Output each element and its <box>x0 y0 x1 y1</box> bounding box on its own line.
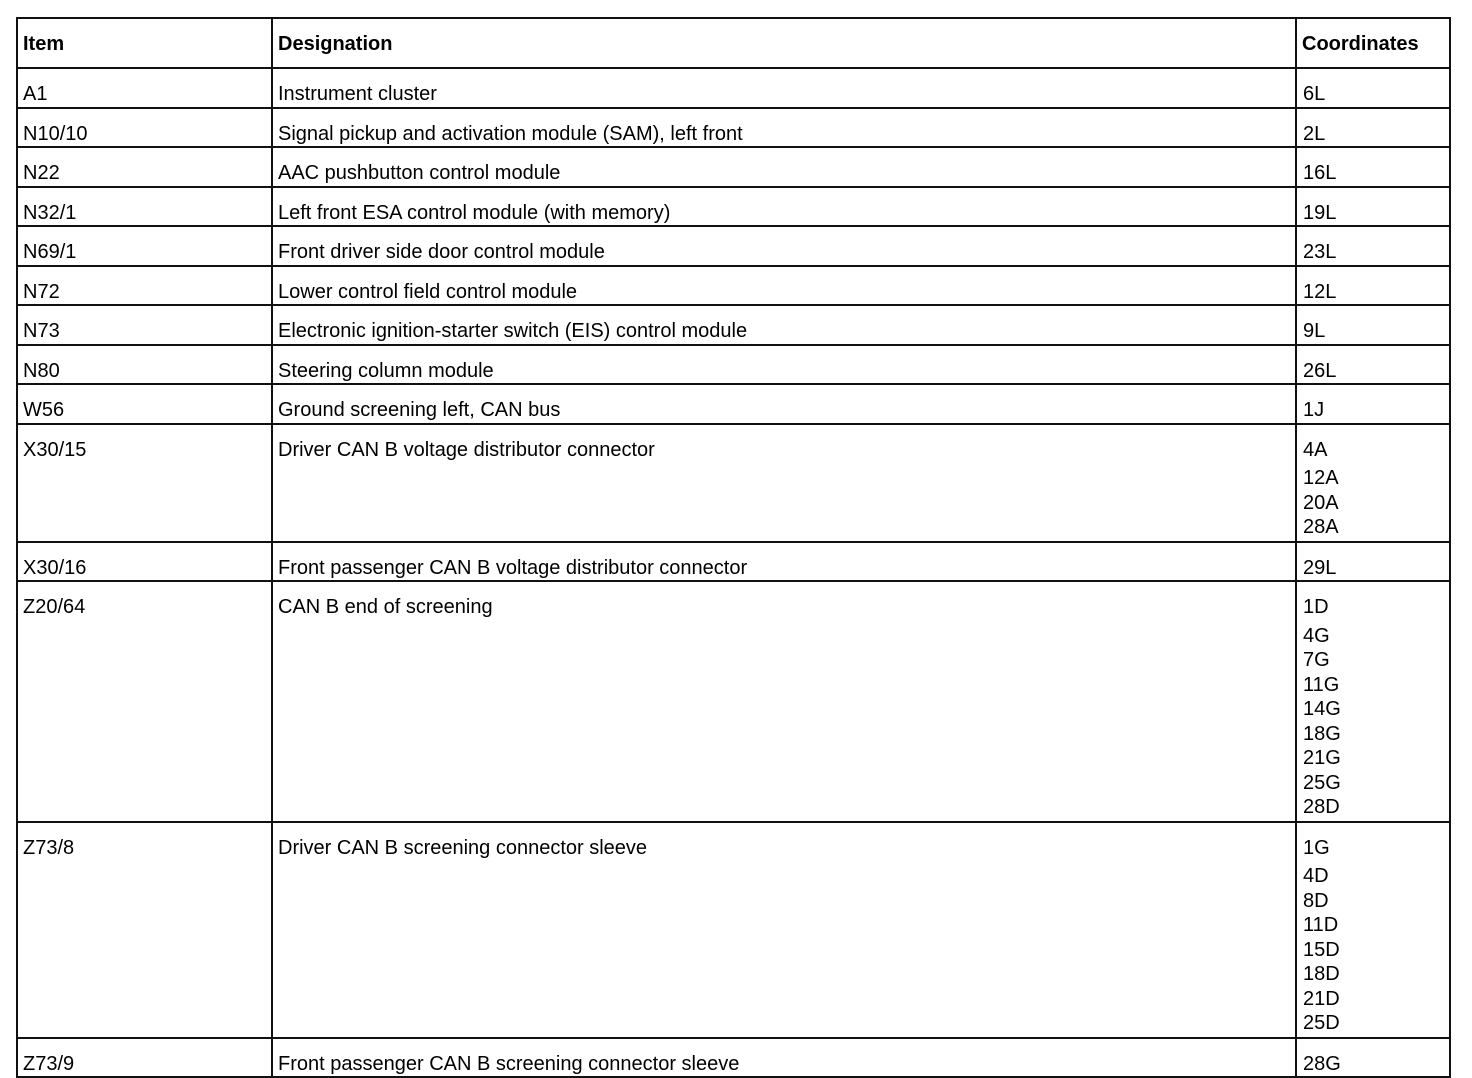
coordinate-value: 2L <box>1303 122 1326 145</box>
designation-text: Lower control field control module <box>278 280 578 303</box>
coordinates-cell <box>1296 384 1450 424</box>
coordinate-value: 1J <box>1303 399 1325 421</box>
coordinate-value: 4D <box>1303 865 1329 887</box>
designation-cell <box>272 266 1296 306</box>
coordinate-value: 4A <box>1303 438 1328 461</box>
designation-cell <box>272 822 1296 1038</box>
designation-text: Steering column module <box>278 359 494 382</box>
item-code: N10/10 <box>23 122 88 145</box>
coordinate-value: 12A <box>1303 467 1339 489</box>
table-row <box>17 266 1450 306</box>
coordinate-value: 21D <box>1303 987 1340 1010</box>
coordinates-cell <box>1296 345 1450 385</box>
table-row <box>17 345 1450 385</box>
coordinate-value: 11G <box>1303 673 1340 696</box>
table-header-row <box>17 18 1450 68</box>
item-code: Z20/64 <box>23 596 86 618</box>
coordinate-value: 12L <box>1303 280 1337 303</box>
designation-cell <box>272 108 1296 148</box>
coordinate-value: 21G <box>1303 747 1341 769</box>
designation-text: Front passenger CAN B screening connector sleeve <box>278 1052 740 1075</box>
item-cell <box>17 305 272 345</box>
coordinates-cell <box>1296 1038 1450 1078</box>
designation-cell <box>272 187 1296 227</box>
coordinate-value: 15D <box>1303 938 1340 961</box>
item-cell <box>17 822 272 1038</box>
designation-cell <box>272 542 1296 582</box>
designation-cell <box>272 424 1296 542</box>
table-row <box>17 424 1450 542</box>
item-code: N69/1 <box>23 241 77 263</box>
item-code: A1 <box>23 83 48 105</box>
coordinate-value: 18D <box>1303 963 1340 985</box>
designation-cell <box>272 226 1296 266</box>
designation-text: Driver CAN B voltage distributor connector <box>278 438 655 461</box>
designation-cell <box>272 147 1296 187</box>
coordinates-cell <box>1296 108 1450 148</box>
designation-cell <box>272 305 1296 345</box>
item-cell <box>17 147 272 187</box>
coordinates-cell <box>1296 581 1450 822</box>
coordinate-value: 25D <box>1303 1012 1340 1034</box>
coordinate-value: 16L <box>1303 162 1337 184</box>
coordinates-cell <box>1296 226 1450 266</box>
coordinates-cell <box>1296 305 1450 345</box>
coordinates-cell <box>1296 822 1450 1038</box>
designation-text: Electronic ignition-starter switch (EIS) control module <box>278 320 748 342</box>
designation-cell <box>272 1038 1296 1078</box>
coordinates-cell <box>1296 542 1450 582</box>
coordinates-cell <box>1296 266 1450 306</box>
designation-text: Signal pickup and activation module (SAM), left front <box>278 122 743 145</box>
item-code: N80 <box>23 359 60 382</box>
item-cell <box>17 542 272 582</box>
table-row <box>17 68 1450 108</box>
coordinates-cell <box>1296 68 1450 108</box>
table-row <box>17 305 1450 345</box>
coordinates-cell <box>1296 424 1450 542</box>
coordinate-value: 8D <box>1303 889 1329 912</box>
table-row <box>17 384 1450 424</box>
table-row <box>17 147 1450 187</box>
coordinate-value: 19L <box>1303 201 1337 224</box>
coordinate-value: 28G <box>1303 1052 1341 1075</box>
header-designation: Designation <box>272 18 1296 68</box>
item-cell <box>17 108 272 148</box>
item-cell <box>17 68 272 108</box>
designation-text: Left front ESA control module (with memory) <box>278 201 671 224</box>
coordinate-value: 23L <box>1303 241 1337 263</box>
table-row <box>17 822 1450 1038</box>
coordinate-value: 20A <box>1303 491 1339 514</box>
item-cell <box>17 345 272 385</box>
designation-text: Front driver side door control module <box>278 241 605 263</box>
item-cell <box>17 581 272 822</box>
coordinates-cell <box>1296 147 1450 187</box>
item-code: X30/16 <box>23 556 87 579</box>
designation-cell <box>272 581 1296 822</box>
coordinate-value: 18G <box>1303 722 1341 745</box>
designation-text: CAN B end of screening <box>278 596 493 618</box>
item-cell <box>17 384 272 424</box>
designation-cell <box>272 68 1296 108</box>
item-cell <box>17 1038 272 1078</box>
item-code: W56 <box>23 399 65 421</box>
coordinate-value: 28D <box>1303 796 1340 818</box>
coordinate-value: 26L <box>1303 359 1337 382</box>
designation-text: Instrument cluster <box>278 83 437 105</box>
coordinate-value: 14G <box>1303 698 1341 720</box>
coordinate-value: 11D <box>1303 914 1339 936</box>
header-item: Item <box>17 18 272 68</box>
item-code: Z73/9 <box>23 1052 75 1075</box>
coordinate-value: 4G <box>1303 624 1330 647</box>
coordinate-value: 1G <box>1303 836 1330 859</box>
coordinate-value: 25G <box>1303 771 1341 794</box>
header-coordinates: Coordinates <box>1296 18 1450 68</box>
item-code: N22 <box>23 162 60 184</box>
designation-cell <box>272 384 1296 424</box>
table-row <box>17 187 1450 227</box>
coordinates-cell <box>1296 187 1450 227</box>
item-code: N73 <box>23 320 60 342</box>
designation-text: AAC pushbutton control module <box>278 162 561 184</box>
coordinate-value: 6L <box>1303 83 1326 105</box>
designation-text: Driver CAN B screening connector sleeve <box>278 836 648 859</box>
table-row <box>17 108 1450 148</box>
item-code: X30/15 <box>23 438 87 461</box>
component-legend-table <box>16 17 1451 1078</box>
item-cell <box>17 424 272 542</box>
table-row <box>17 1038 1450 1078</box>
coordinate-value: 9L <box>1303 320 1326 342</box>
designation-text: Front passenger CAN B voltage distributor connector <box>278 556 748 579</box>
table-body <box>17 68 1450 1077</box>
coordinate-value: 28A <box>1303 516 1339 538</box>
item-code: N72 <box>23 280 60 303</box>
coordinate-value: 7G <box>1303 649 1330 671</box>
table-row <box>17 542 1450 582</box>
item-code: N32/1 <box>23 201 77 224</box>
item-cell <box>17 187 272 227</box>
designation-cell <box>272 345 1296 385</box>
item-code: Z73/8 <box>23 836 75 859</box>
item-cell <box>17 266 272 306</box>
designation-text: Ground screening left, CAN bus <box>278 399 561 421</box>
coordinate-value: 29L <box>1303 556 1337 579</box>
table-row <box>17 581 1450 822</box>
item-cell <box>17 226 272 266</box>
table-row <box>17 226 1450 266</box>
coordinate-value: 1D <box>1303 596 1329 618</box>
